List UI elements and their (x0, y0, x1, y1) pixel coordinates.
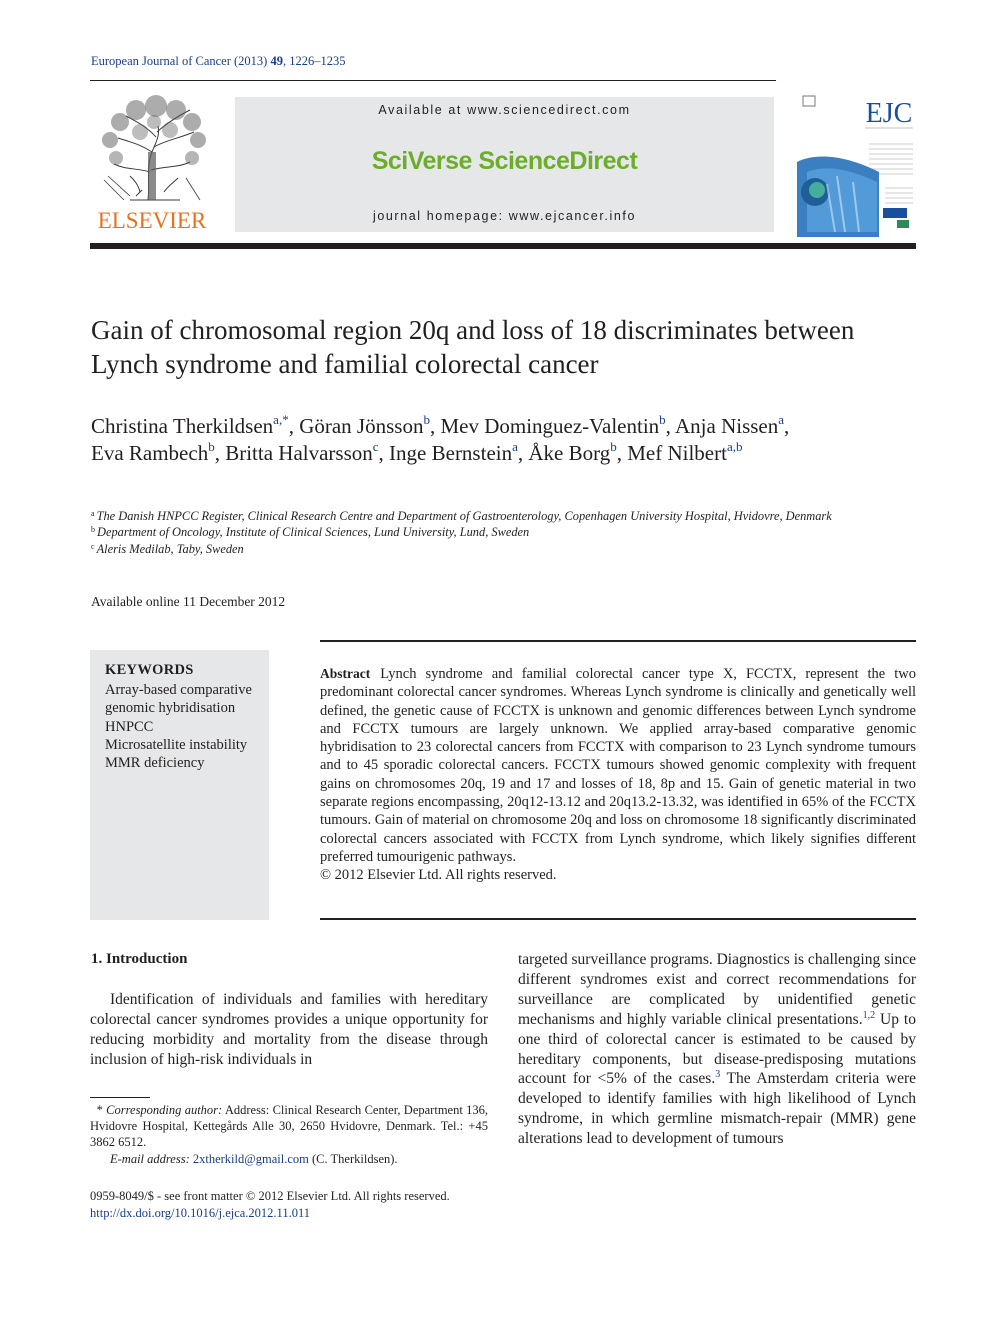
elsevier-logo[interactable] (90, 92, 214, 232)
elsevier-wordmark: ELSEVIER (97, 208, 207, 232)
available-online-date: Available online 11 December 2012 (91, 594, 286, 609)
author[interactable]: Eva Rambech$^b$, (91, 439, 226, 465)
issn-line: 0959-8049/$ - see front matter © 2012 Elsevier Ltd. All rights reserved. (90, 1189, 450, 1203)
copyright-notice: © 2012 Elsevier Ltd. All rights reserved. (320, 867, 557, 884)
keyword-item: Array-based comparative (105, 682, 252, 698)
doi-link[interactable]: http://dx.doi.org/10.1016/j.ejca.2012.11.011 (90, 1206, 311, 1220)
author[interactable]: Anja Nissen$^a$, (675, 412, 790, 438)
journal-cover[interactable] (797, 92, 916, 237)
author[interactable]: Inge Bernstein$^a$, (389, 439, 529, 465)
abstract-bottom-rule (320, 918, 916, 920)
intro-paragraph-right: targeted surveillance programs. Diagnostics is challenging since different syndromes exist and correct recommendations for surveillance are complicated by unidentified genetic mechanisms and highly variable clinical presentations.$^{1,2}$ Up to one third of colorectal cancer is estimated to be caused by hereditary components, but disease-predisposing mutations account for <5% of the cases.$^3$ The Amsterdam criteria were developed to identify families with high likelihood of Lynch syndrome, in which germline mismatch-repair (MMR) gene alterations lead to development of tumours (518, 951, 916, 1148)
article-title: Gain of chromosomal region 20q and loss of 18 discriminates between Lynch syndrome and familial colorectal cancer (91, 315, 855, 379)
journal-pages: 1226–1235 (289, 54, 346, 68)
section-heading: 1. Introduction (91, 951, 188, 967)
abstract-text: Lynch syndrome and familial colorectal cancer type X, FCCTX, represent the two predominant colorectal cancer syndromes. Whereas Lynch syndrome is clinically and genetically well defined, the genetic cause of FCCTX is unknown and genomic differences between Lynch syndrome and FCCTX tumours are largely unknown. We applied array-based comparative genomic hybridisation to 23 colorectal cancers from FCCTX with comparison to 23 Lynch syndrome tumours and to 45 sporadic colorectal cancers. FCCTX tumours showed genomic complexity with frequent gains on chromosomes 20q, 19 and 17 and losses of 18, 8p and 15. Gain of genetic material in two separate regions encompassing, 20q12-13.12 and 20q13.2-13.32, was identified in 65% of the FCCTX tumours. Gain of material on chromosome 20q and loss on chromosome 18 significantly discriminated colorectal cancers associated with FCCTX from Lynch syndrome, which likely signifies different preferred tumourigenic pathways. (320, 666, 917, 865)
keyword-item: genomic hybridisation (105, 700, 236, 717)
header-rule (90, 80, 776, 81)
author-list (91, 413, 917, 467)
author[interactable]: Britta Halvarsson$^c$, (225, 439, 390, 465)
journal-homepage-link[interactable]: journal homepage: www.ejcancer.info (372, 209, 637, 223)
citation-link[interactable]: 3 (715, 1069, 721, 1081)
elsevier-tree-icon (90, 92, 214, 232)
affiliation-b: $^b$ Department of Oncology, Institute of Clinical Sciences, Lund University, Lund, Sweden (91, 525, 530, 539)
abstract (320, 665, 916, 885)
citation-link[interactable]: 1,2 (862, 1009, 876, 1021)
corresponding-author-footnote: * Corresponding author: Address: Clinical Research Center, Department 136, Hvidovre Hospital, Kettegårds Alle 30, 2650 Hvidovre, Denmark. Tel.: +45 3862 6512. (90, 1103, 488, 1150)
journal-year: (2013) (234, 54, 268, 68)
keyword-item: Microsatellite instability (105, 736, 248, 753)
journal-citation[interactable]: European Journal of Cancer (2013) 49, 1226–1235 (91, 54, 346, 68)
keyword-item: HNPCC (105, 718, 154, 735)
email-footnote: E-mail address: 2xtherkild@gmail.com (C. Therkildsen). (110, 1152, 398, 1166)
available-at-link[interactable]: Available at www.sciencedirect.com (378, 103, 631, 117)
sciverse-logo[interactable]: SciVerse ScienceDirect (371, 147, 638, 175)
keywords-list (105, 681, 269, 772)
author[interactable]: Mef Nilbert$^{a,b}$ (627, 439, 743, 465)
abstract-top-rule (320, 640, 916, 642)
intro-paragraph-left: Identification of individuals and families with hereditary colorectal cancer syndromes provides a unique opportunity for reducing morbidity and mortality from the disease through inclusion of high-risk individuals in (90, 991, 488, 1068)
abstract-label: Abstract (320, 666, 371, 681)
journal-cover-image (797, 92, 916, 237)
author[interactable]: Christina Therkildsen$^{a,*}$, (91, 412, 300, 438)
author[interactable]: Mev Dominguez-Valentin$^b$, (440, 412, 675, 438)
ejc-logo: EJC (865, 98, 913, 129)
keywords-heading: KEYWORDS (105, 662, 194, 678)
footnote-rule (90, 1097, 150, 1098)
affiliation-a: $^a$ The Danish HNPCC Register, Clinical Research Centre and Department of Gastroenterology, Copenhagen University Hospital, Hvidovre, Denmark (91, 509, 832, 523)
author[interactable]: Åke Borg$^b$, (528, 439, 628, 465)
author[interactable]: Göran Jönsson$^b$, (299, 412, 441, 438)
header-thick-rule (90, 243, 916, 249)
affiliation-c: $^c$ Aleris Medilab, Taby, Sweden (91, 542, 244, 556)
journal-name: European Journal of Cancer (91, 54, 231, 68)
keyword-item: MMR deficiency (105, 755, 205, 772)
journal-volume: 49 (270, 54, 283, 68)
email-link[interactable]: 2xtherkild@gmail.com (192, 1152, 309, 1166)
